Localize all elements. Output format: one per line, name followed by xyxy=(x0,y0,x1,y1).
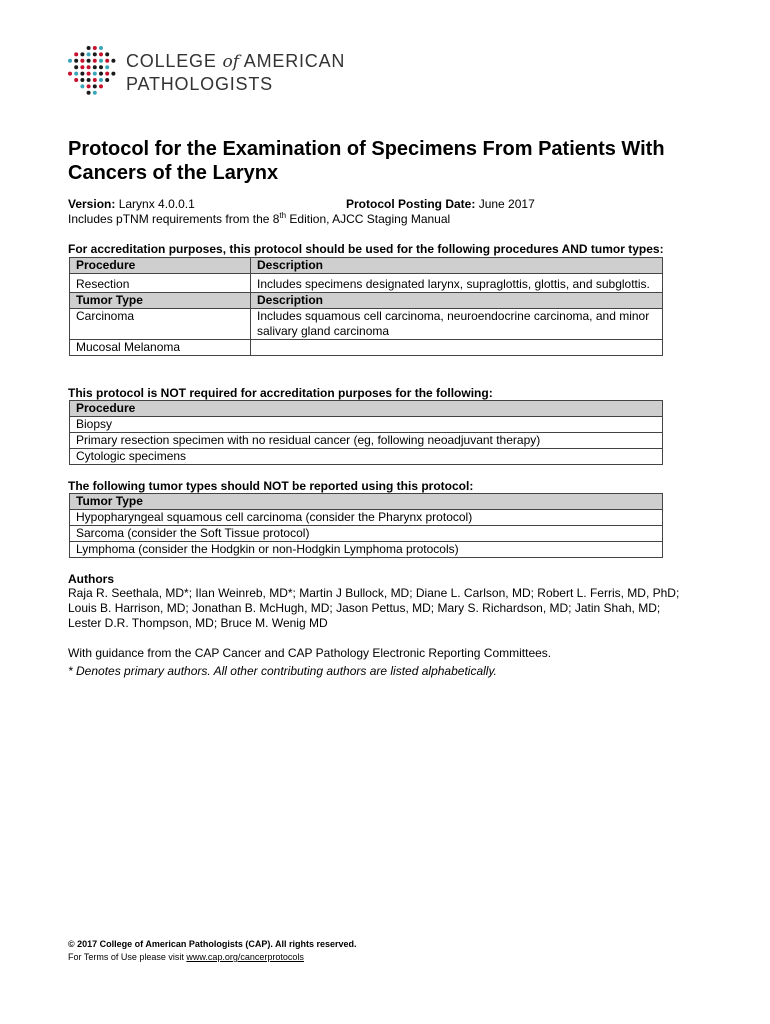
logo-dot xyxy=(99,84,103,88)
table-row xyxy=(70,417,663,433)
procedure-description: Includes specimens designated larynx, supraglottis, glottis, and subglottis. xyxy=(251,274,663,293)
version-line xyxy=(68,197,195,212)
logo-dot xyxy=(68,59,72,63)
not-reported-tumor-header: Tumor Type xyxy=(70,494,663,510)
tumor-description-header: Description xyxy=(251,293,663,309)
table-row xyxy=(70,433,663,449)
accreditation-table xyxy=(69,257,663,356)
description-header: Description xyxy=(251,258,663,274)
logo-dot xyxy=(87,72,91,76)
not-reported-item: Hypopharyngeal squamous cell carcinoma (consider the Pharynx protocol) xyxy=(70,510,663,526)
logo-dot xyxy=(99,72,103,76)
logo-dot xyxy=(99,52,103,56)
table-header-row xyxy=(70,258,663,274)
logo-dot xyxy=(87,91,91,95)
not-reported-item: Sarcoma (consider the Soft Tissue protocol) xyxy=(70,526,663,542)
accreditation-heading: For accreditation purposes, this protocol should be used for the following procedures AND tumor types: xyxy=(68,242,664,256)
logo-dot xyxy=(74,72,78,76)
logo-college: COLLEGE xyxy=(126,51,217,71)
table-header-row xyxy=(70,293,663,309)
logo-dot xyxy=(105,72,109,76)
terms-link[interactable]: www.cap.org/cancerprotocols xyxy=(186,952,304,962)
logo-dot xyxy=(93,52,97,56)
not-required-heading: This protocol is NOT required for accreditation purposes for the following: xyxy=(68,386,493,400)
logo-dot xyxy=(87,46,91,50)
terms-prefix: For Terms of Use please visit xyxy=(68,952,187,962)
logo-dot xyxy=(105,78,109,82)
logo-dot xyxy=(74,52,78,56)
logo-dot xyxy=(99,59,103,63)
logo-dot xyxy=(74,59,78,63)
table-header-row xyxy=(70,401,663,417)
table-row xyxy=(70,274,663,293)
terms-line xyxy=(68,952,304,962)
logo-dot xyxy=(80,65,84,69)
logo-dot xyxy=(99,78,103,82)
logo-wordmark-line2: PATHOLOGISTS xyxy=(126,74,273,94)
version-label: Version: xyxy=(68,197,116,211)
logo-dot xyxy=(93,84,97,88)
logo-dot xyxy=(68,72,72,76)
primary-authors-note: * Denotes primary authors. All other contributing authors are listed alphabetically. xyxy=(68,664,497,678)
table-row xyxy=(70,510,663,526)
logo-dot xyxy=(87,65,91,69)
logo-dot xyxy=(105,52,109,56)
ptnm-suffix: Edition, AJCC Staging Manual xyxy=(286,212,451,226)
table-row xyxy=(70,340,663,356)
not-required-item: Primary resection specimen with no residual cancer (eg, following neoadjuvant therapy) xyxy=(70,433,663,449)
ptnm-sup: th xyxy=(279,211,287,220)
tumor-name: Carcinoma xyxy=(70,309,251,340)
logo-dot xyxy=(93,59,97,63)
guidance-text: With guidance from the CAP Cancer and CAP Pathology Electronic Reporting Committees. xyxy=(68,646,552,660)
cap-logo xyxy=(66,44,366,100)
logo-dot xyxy=(99,65,103,69)
logo-dot xyxy=(105,59,109,63)
tumor-description: Includes squamous cell carcinoma, neuroendocrine carcinoma, and minor salivary gland carcinoma xyxy=(251,309,663,340)
table-row xyxy=(70,542,663,558)
copyright-notice: © 2017 College of American Pathologists (CAP). All rights reserved. xyxy=(68,939,357,949)
logo-dot xyxy=(93,72,97,76)
not-reported-table xyxy=(69,493,663,558)
logo-dot xyxy=(87,84,91,88)
tumor-name: Mucosal Melanoma xyxy=(70,340,251,356)
logo-american: AMERICAN xyxy=(243,51,346,71)
logo-of: of xyxy=(222,52,239,72)
not-reported-heading: The following tumor types should NOT be reported using this protocol: xyxy=(68,479,474,493)
document-title: Protocol for the Examination of Specimens From Patients With Cancers of the Larynx xyxy=(68,138,665,184)
posting-date-label: Protocol Posting Date: xyxy=(346,197,476,211)
logo-dot xyxy=(93,46,97,50)
tumor-type-header: Tumor Type xyxy=(70,293,251,309)
not-required-item: Cytologic specimens xyxy=(70,449,663,465)
procedure-name: Resection xyxy=(70,274,251,293)
not-reported-item: Lymphoma (consider the Hodgkin or non-Hodgkin Lymphoma protocols) xyxy=(70,542,663,558)
table-row xyxy=(70,449,663,465)
logo-dot xyxy=(74,78,78,82)
table-header-row xyxy=(70,494,663,510)
logo-dot xyxy=(80,72,84,76)
logo-dot xyxy=(111,59,115,63)
logo-dot xyxy=(87,52,91,56)
ptnm-line xyxy=(68,212,450,227)
logo-dot xyxy=(93,91,97,95)
posting-date-value: June 2017 xyxy=(478,197,535,211)
logo-dot xyxy=(80,78,84,82)
posting-date-line xyxy=(346,197,535,212)
dot-grid-logo-icon xyxy=(66,44,118,100)
tumor-description xyxy=(251,340,663,356)
not-required-procedure-header: Procedure xyxy=(70,401,663,417)
logo-dot xyxy=(93,65,97,69)
logo-dot xyxy=(80,84,84,88)
logo-dot xyxy=(93,78,97,82)
procedure-header: Procedure xyxy=(70,258,251,274)
logo-dot xyxy=(87,78,91,82)
logo-dot xyxy=(87,59,91,63)
logo-dot xyxy=(80,59,84,63)
version-value: Larynx 4.0.0.1 xyxy=(118,197,195,211)
table-row xyxy=(70,309,663,340)
logo-wordmark-line1 xyxy=(126,51,345,72)
ptnm-prefix: Includes pTNM requirements from the 8 xyxy=(68,212,280,226)
authors-list: Raja R. Seethala, MD*; Ilan Weinreb, MD*; Martin J Bullock, MD; Diane L. Carlson, MD; Robert L. Ferris, MD, PhD; Louis B. Harrison, MD; Jonathan B. McHugh, MD; Jason Pettus, MD; Mary S. Richardson, MD; Jatin Shah, MD; Lester D.R. Thompson, MD; Bruce M. Wenig MD xyxy=(68,586,680,630)
table-row xyxy=(70,526,663,542)
logo-dot xyxy=(99,46,103,50)
logo-dot xyxy=(105,65,109,69)
authors-heading: Authors xyxy=(68,572,114,586)
not-required-item: Biopsy xyxy=(70,417,663,433)
not-required-table xyxy=(69,400,663,465)
logo-dot xyxy=(111,72,115,76)
logo-dot xyxy=(80,52,84,56)
logo-dot xyxy=(74,65,78,69)
